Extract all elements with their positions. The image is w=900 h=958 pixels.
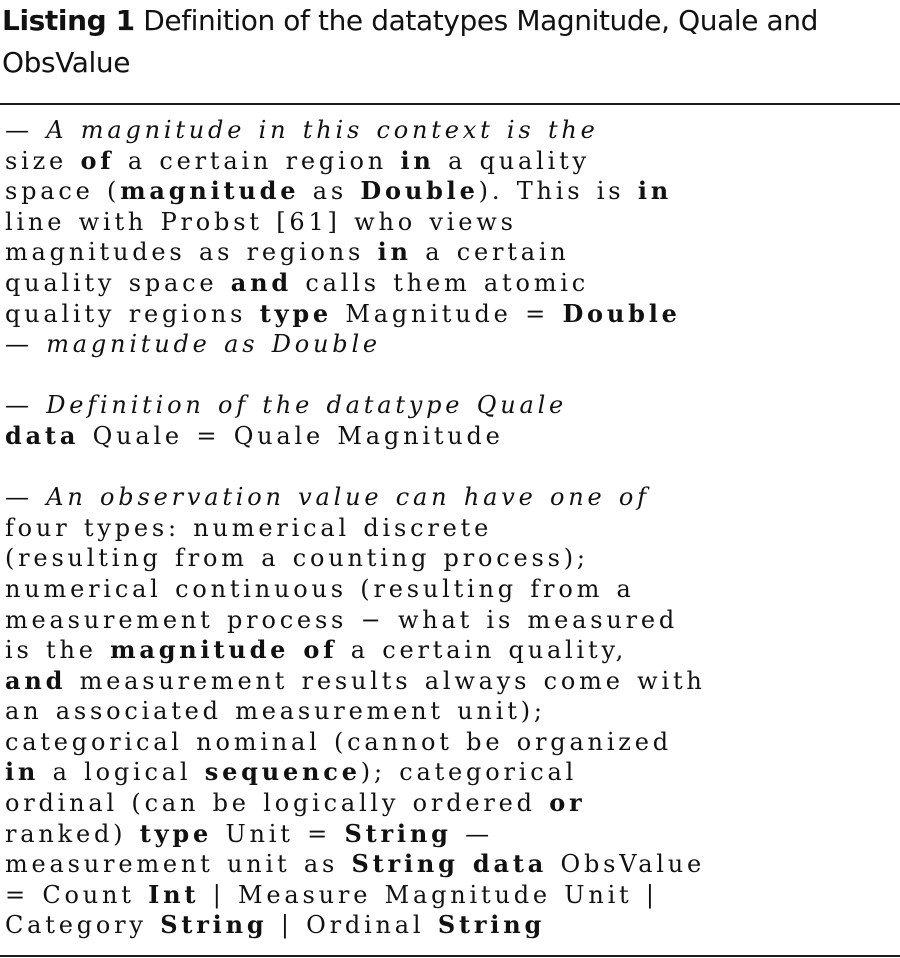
code-text: Unit = <box>212 819 345 848</box>
code-text: — <box>451 819 493 848</box>
code-keyword: type <box>259 298 332 328</box>
code-text: measurement unit as <box>5 850 352 879</box>
code-text: a quality <box>434 146 590 175</box>
code-text: quality regions <box>5 299 260 328</box>
code-text: categorical nominal (cannot be organized <box>5 727 672 756</box>
code-text: ); categorical <box>360 758 578 787</box>
code-line <box>5 696 895 727</box>
code-text: calls them atomic <box>291 268 590 297</box>
code-listing <box>5 115 895 941</box>
code-keyword: String <box>437 910 546 940</box>
code-text: a certain quality, <box>337 636 628 665</box>
bottom-rule <box>0 955 900 957</box>
code-line <box>5 880 895 911</box>
code-line <box>5 299 895 330</box>
code-text: an associated measurement unit); <box>5 697 546 726</box>
code-keyword: in <box>637 176 672 206</box>
code-keyword: magnitude <box>120 176 300 206</box>
code-line <box>5 849 895 880</box>
code-text: | Measure Magnitude Unit | <box>199 880 658 909</box>
listing-label: Listing 1 <box>2 4 135 37</box>
code-keyword: or <box>549 788 586 818</box>
code-text: numerical continuous (resulting from a <box>5 574 635 603</box>
code-line <box>5 452 895 483</box>
code-text: as <box>299 177 361 206</box>
code-keyword: magnitude of <box>110 635 338 665</box>
listing-title: Definition of the datatypes Magnitude, Quale and ObsValue <box>2 4 819 79</box>
code-text: size <box>5 146 81 175</box>
code-text: space ( <box>5 177 121 206</box>
code-text: magnitudes as regions <box>5 238 378 267</box>
code-comment: — A magnitude in this context is the <box>5 116 599 144</box>
code-line <box>5 482 895 513</box>
code-line <box>5 666 895 697</box>
code-text: ). This is <box>478 177 638 206</box>
code-line <box>5 788 895 819</box>
code-line <box>5 421 895 452</box>
code-line <box>5 819 895 850</box>
code-keyword: Double <box>360 176 479 206</box>
code-text: measurement process − what is measured <box>5 605 679 634</box>
code-line <box>5 543 895 574</box>
code-line <box>5 513 895 544</box>
code-keyword: in <box>377 237 412 267</box>
code-line <box>5 360 895 391</box>
code-keyword: String <box>160 910 268 940</box>
code-keyword: in <box>5 757 40 787</box>
code-line <box>5 268 895 299</box>
code-line <box>5 635 895 666</box>
code-keyword: Double <box>562 298 681 328</box>
code-keyword: type <box>139 818 213 848</box>
listing-caption <box>2 0 892 84</box>
code-text: Magnitude = <box>331 299 563 328</box>
code-text: a certain region <box>114 146 401 175</box>
code-line <box>5 329 895 360</box>
code-keyword: in <box>400 145 435 175</box>
code-line <box>5 574 895 605</box>
code-line <box>5 390 895 421</box>
code-text: four types: numerical discrete <box>5 513 493 542</box>
code-text: quality space <box>5 268 231 297</box>
code-text: | Ordinal <box>267 911 438 940</box>
code-text: ObsValue <box>547 850 706 879</box>
top-rule <box>0 103 900 105</box>
code-keyword: of <box>80 145 115 175</box>
code-comment: — An observation value can have one of <box>5 483 650 512</box>
code-line <box>5 727 895 758</box>
code-text: Quale = Quale Magnitude <box>79 421 504 450</box>
code-text: measurement results always come with <box>66 666 706 695</box>
code-text: (resulting from a counting process); <box>5 544 589 573</box>
code-line <box>5 115 895 146</box>
code-line <box>5 237 895 268</box>
code-keyword: and <box>230 267 292 297</box>
code-keyword: and <box>5 665 67 695</box>
code-keyword: data <box>5 420 80 450</box>
code-line <box>5 207 895 238</box>
code-line <box>5 605 895 636</box>
code-text: a logical <box>39 758 205 787</box>
code-keyword: Int <box>148 879 200 909</box>
code-line <box>5 757 895 788</box>
code-comment: — Definition of the datatype Quale <box>5 391 568 420</box>
code-line <box>5 910 895 941</box>
code-text: line with Probst [61] who views <box>5 207 517 236</box>
code-keyword: sequence <box>204 757 361 787</box>
code-text: ranked) <box>5 819 140 848</box>
code-text: a certain <box>411 238 570 267</box>
code-keyword: String data <box>351 849 548 879</box>
code-keyword: String <box>344 818 452 848</box>
code-text: = Count <box>5 880 149 909</box>
code-line <box>5 176 895 207</box>
code-comment: — magnitude as Double <box>5 330 381 359</box>
code-text: Category <box>5 911 161 940</box>
code-line <box>5 146 895 177</box>
code-text: ordinal (can be logically ordered <box>5 789 550 818</box>
code-text: is the <box>5 636 111 665</box>
